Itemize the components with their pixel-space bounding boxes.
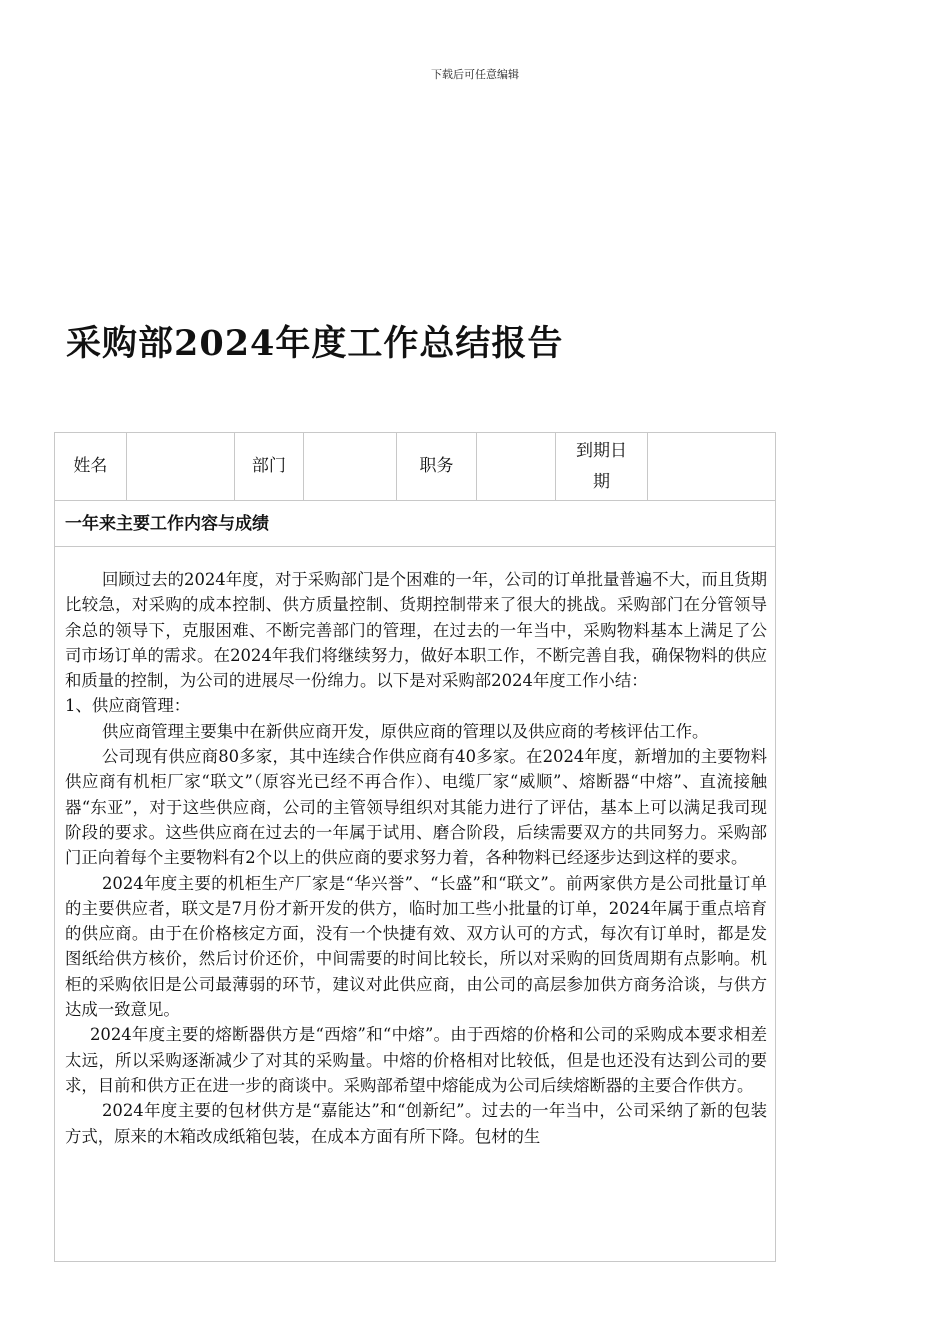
paragraph: 2024年度主要的包材供方是“嘉能达”和“创新纪”。过去的一年当中，公司采纳了新的包装方式，原来的木箱改成纸箱包装，在成本方面有所下降。包材的生 [65,1101,767,1146]
subheading-supplier-management: 1、供应商管理： [65,696,191,716]
section-heading: 一年来主要工作内容与成绩 [55,501,775,547]
name-label: 姓名 [55,433,127,500]
paragraph: 供应商管理主要集中在新供应商开发，原供应商的管理以及供应商的考核评估工作。 [102,721,709,741]
position-label: 职务 [397,433,477,500]
header-note: 下载后可任意编辑 [431,68,519,81]
dept-label: 部门 [235,433,305,500]
page-title: 采购部2024年度工作总结报告 [66,323,564,364]
paragraph: 公司现有供应商80多家，其中连续合作供应商有40多家。在2024年度，新增加的主要物料供应商有机柜厂家“联文”（原容光已经不再合作）、电缆厂家“威顺”、熔断器“中熔”、直流接触器“东亚”，对于这些供应商，公司的主管领导组织对其能力进行了评估，基本上可以满足我司现阶段的要求。这些供应商在过去的一年属于试用、磨合阶段，后续需要双方的共同努力。采购部门正向着每个主要物料有2个以上的供应商的要求努力着，各种物料已经逐步达到这样的要求。 [65,747,767,868]
paragraph: 2024年度主要的熔断器供方是“西熔”和“中熔”。由于西熔的价格和公司的采购成本要求相差太远，所以采购逐渐减少了对其的采购量。中熔的价格相对比较低，但是也还没有达到公司的要求，目前和供方正在进一步的商谈中。采购部希望中熔能成为公司后续熔断器的主要合作供方。 [65,1025,767,1095]
dept-field[interactable] [304,433,397,500]
paragraph: 回顾过去的2024年度，对于采购部门是个困难的一年，公司的订单批量普遍不大，而且货期比较急，对采购的成本控制、供方质量控制、货期控制带来了很大的挑战。采购部门在分管领导余总的领导下，克服困难、不断完善部门的管理，在过去的一年当中，采购物料基本上满足了公司市场订单的需求。在2024年我们将继续努力，做好本职工作，不断完善自我，确保物料的供应和质量的控制，为公司的进展尽一份绵力。以下是对采购部2024年度工作小结： [65,570,767,691]
due-date-field[interactable] [648,433,775,500]
position-field[interactable] [477,433,556,500]
name-field[interactable] [127,433,235,500]
info-row [55,433,775,501]
due-date-label: 到期日期 [556,433,649,500]
report-form [54,432,776,1262]
report-body [55,547,775,1149]
paragraph: 2024年度主要的机柜生产厂家是“华兴誉”、“长盛”和“联文”。前两家供方是公司批量订单的主要供应者，联文是7月份才新开发的供方，临时加工些小批量的订单，2024年属于重点培育的供应商。由于在价格核定方面，没有一个快捷有效、双方认可的方式，每次有订单时，都是发图纸给供方核价，然后讨价还价，中间需要的时间比较长，所以对采购的回货周期有点影响。机柜的采购依旧是公司最薄弱的环节，建议对此供应商，由公司的高层参加供方商务洽谈，与供方达成一致意见。 [65,873,767,1020]
